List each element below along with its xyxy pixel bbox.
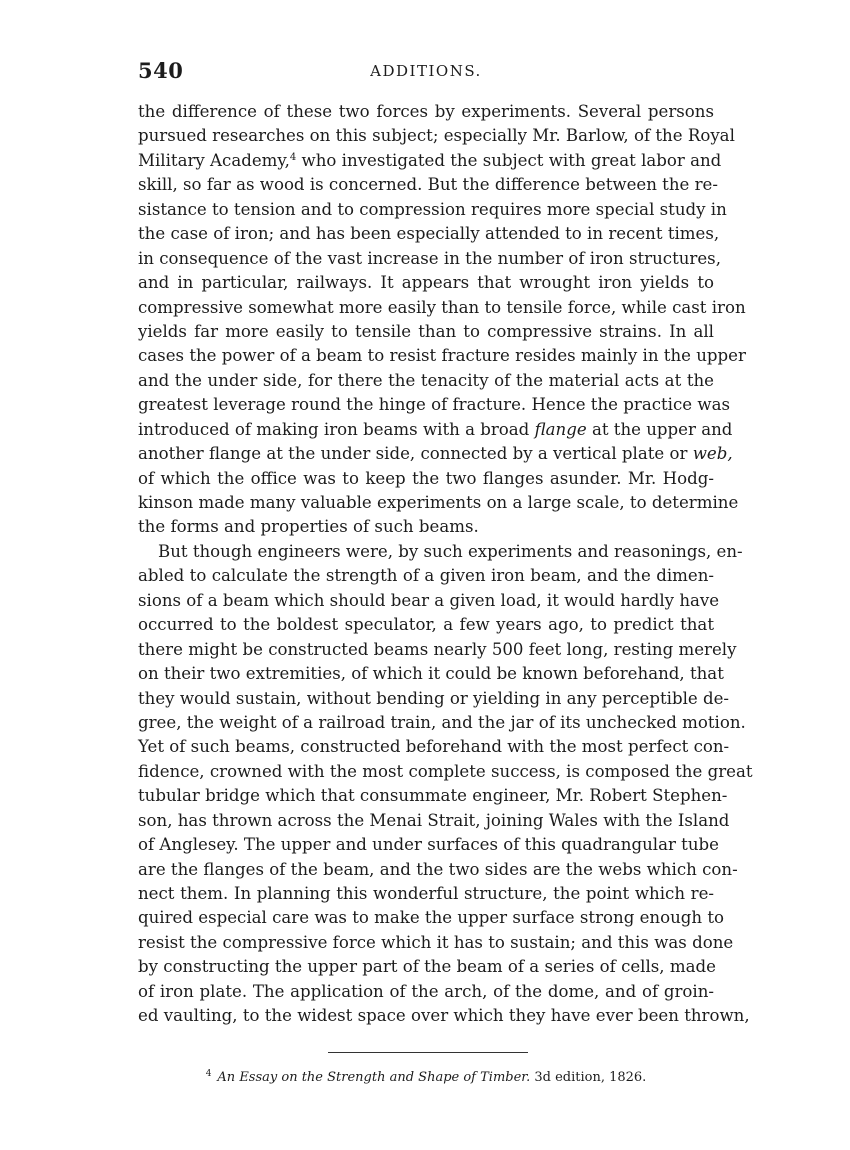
text-line: ed vaulting, to the widest space over which they have ever been thrown, [138, 1006, 750, 1026]
text-line: kinson made many valuable experiments on a large scale, to determine [138, 493, 739, 512]
text-line: of Anglesey. The upper and under surfaces of this quadrangular tube [138, 835, 719, 855]
text-line: there might be constructed beams nearly 500 feet long, resting merely [138, 639, 737, 659]
running-title: ADDITIONS. [370, 62, 482, 80]
text-line: compressive somewhat more easily than to tensile force, while cast iron [138, 297, 746, 317]
footnote-edition: 3d edition, 1826. [534, 1070, 647, 1085]
text-line: yields far more easily to tensile than to compressive strains. In all [138, 321, 714, 341]
text-run: introduced of making iron beams with a broad [138, 419, 535, 439]
footnote-reference: 4 [289, 151, 297, 163]
text-line: and the under side, for there the tenacity of the material acts at the [138, 370, 714, 390]
text-line [138, 442, 733, 466]
text-line: sistance to tension and to compression requires more special study in [138, 199, 727, 219]
text-run: Military Academy, [138, 150, 290, 170]
text-line: of iron plate. The application of the arch, of the dome, and of groin- [138, 981, 714, 1001]
footnote-title: An Essay on the Strength and Shape of Timber. [217, 1070, 531, 1085]
text-run: at the upper and [586, 419, 733, 439]
text-line: in consequence of the vast increase in the number of iron structures, [138, 248, 721, 268]
text-line: skill, so far as wood is concerned. But the difference between the re- [138, 175, 718, 195]
text-line: the case of iron; and has been especially attended to in recent times, [138, 224, 720, 244]
paragraph-2 [138, 540, 753, 1029]
text-line: the difference of these two forces by experiments. Several persons [138, 102, 714, 121]
text-line: the forms and properties of such beams. [138, 517, 479, 537]
italic-term: flange [534, 419, 587, 439]
footnote [138, 1068, 714, 1088]
text-line: fidence, crowned with the most complete success, is composed the great [138, 761, 753, 781]
body-text [138, 100, 753, 1029]
footnote-marker: 4 [205, 1069, 212, 1079]
text-line: pursued researches on this subject; especially Mr. Barlow, of the Royal [138, 126, 735, 146]
footnote-divider [328, 1052, 528, 1053]
text-line: resist the compressive force which it has to sustain; and this was done [138, 932, 734, 952]
text-line: Yet of such beams, constructed beforehand with the most perfect con- [138, 737, 730, 757]
italic-term: web, [692, 444, 733, 464]
page-number: 540 [138, 58, 184, 83]
paragraph-1 [138, 100, 746, 540]
text-line: nect them. In planning this wonderful structure, the point which re- [138, 884, 714, 903]
text-line: on their two extremities, of which it could be known beforehand, that [138, 664, 724, 684]
page-header [138, 58, 714, 88]
text-line: occurred to the boldest speculator, a few years ago, to predict that [138, 615, 714, 635]
text-run: who investigated the subject with great labor and [296, 150, 722, 170]
text-line: cases the power of a beam to resist fracture resides mainly in the upper [138, 346, 746, 366]
text-line [138, 149, 722, 173]
text-line: quired especial care was to make the upper surface strong enough to [138, 908, 725, 928]
text-line: they would sustain, without bending or yielding in any perceptible de- [138, 688, 730, 708]
text-line: tubular bridge which that consummate engineer, Mr. Robert Stephen- [138, 786, 728, 806]
text-line: But though engineers were, by such experiments and reasonings, en- [158, 541, 743, 561]
text-line: gree, the weight of a railroad train, and the jar of its unchecked motion. [138, 712, 746, 732]
text-run: another flange at the under side, connected by a vertical plate or [138, 444, 693, 464]
text-line: sions of a beam which should bear a given load, it would hardly have [138, 590, 720, 610]
text-line: greatest leverage round the hinge of fracture. Hence the practice was [138, 395, 730, 415]
text-line: abled to calculate the strength of a given iron beam, and the dimen- [138, 566, 714, 586]
text-line: are the flanges of the beam, and the two sides are the webs which con- [138, 859, 738, 879]
text-line: of which the office was to keep the two flanges asunder. Mr. Hodg- [138, 468, 714, 488]
text-line: by constructing the upper part of the beam of a series of cells, made [138, 957, 716, 977]
text-line [138, 418, 733, 442]
text-line: and in particular, railways. It appears that wrought iron yields to [138, 273, 714, 293]
text-line: son, has thrown across the Menai Strait, joining Wales with the Island [138, 810, 730, 830]
